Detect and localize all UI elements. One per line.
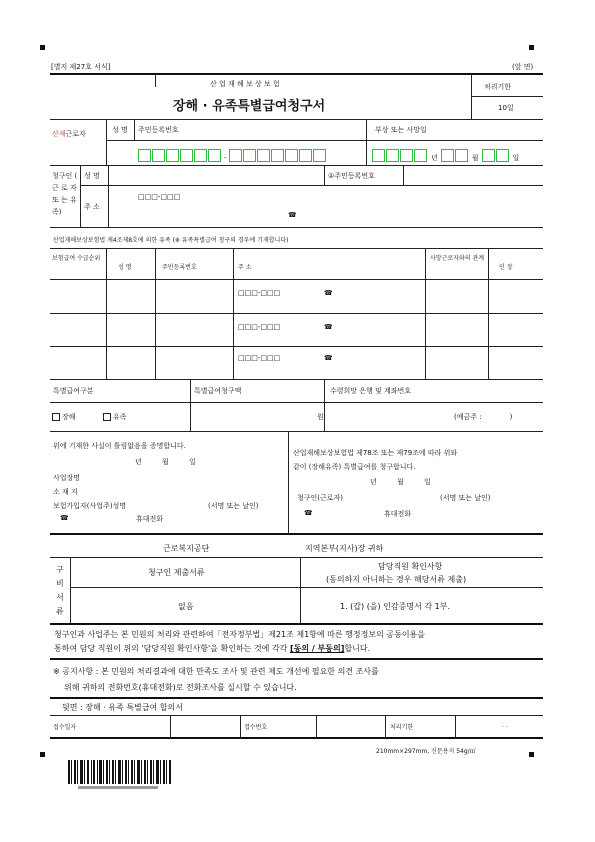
notice-text-1: ※ 공지사항 : 본 민원의 처리결과에 대한 만족도 조사 및 관련 제도 개선에 필요한 의견 조사를 [53,667,379,676]
form-title: 장해 · 유족특별급여청구서 [173,99,326,114]
employer-sign: (서명 또는 날인) [208,502,259,510]
received-no-label: 접수번호 [244,724,268,731]
victim-rrn-label: 주민등록번호 [138,126,179,134]
back-deadline-label: 처리기한 [390,724,414,731]
employer-biz-name: 사업장명 [53,474,81,482]
request-claimant: 청구인(근로자) [297,494,344,502]
crop-mark [529,752,534,757]
crop-mark [40,752,45,757]
request-text-2: 같이 (장해유족) 특별급여를 청구합니다. [293,463,416,471]
claimant-name-label: 성 명 [84,172,100,180]
employer-confirm: 위에 기재한 사실이 틀림없음을 증명합니다. [53,442,186,450]
crop-mark [529,45,534,50]
request-date: 년 월 일 [370,478,431,486]
consent-text-1: 청구인과 사업주는 본 민원의 처리와 관련하여「전자정부법」제21조 제1항에 따른 행정정보의 공동이용을 [54,630,426,639]
col-seal: 인 장 [499,264,513,271]
page-side: (앞 면) [512,63,534,71]
consent-text-2: 통하여 담당 직원이 위의 '담당직원 확인사항'을 확인하는 것에 각각 [동의 / 부동의]합니다. [54,644,371,653]
col-order: 보험급여 수급순위 [52,255,101,262]
injury-date-input[interactable]: 년 월 일 [372,145,522,164]
payment-type-label: 특별급여구분 [53,387,94,395]
row1-phone-icon: ☎ [324,289,333,297]
request-mobile: 휴대전화 [384,510,412,518]
notice-text-2: 위해 귀하의 전화번호(휴대전화)로 전화조사를 실시할 수 있습니다. [64,683,297,692]
claimant-address-label: 주 소 [84,203,100,211]
col-rrn: 주민등록번호 [162,264,197,271]
employer-location: 소 재 지 [53,488,78,496]
account-holder: (예금주 : ) [454,413,513,421]
row2-phone-icon: ☎ [324,323,333,331]
crop-mark [40,45,45,50]
addressee-org: 근로복지공단 [163,544,210,553]
received-date-label: 접수일자 [53,724,77,731]
title-area [50,75,543,119]
row2-postcode[interactable]: □□□-□□□ [238,323,281,331]
payment-amount-label: 특별급여청구액 [194,387,242,395]
request-text-1: 산업재해보상보험법 제78조 또는 제79조에 따라 위와 [293,449,458,457]
barcode-image [68,760,173,792]
deadline-value: 10일 [498,104,514,112]
org-title: 산 업 재 해 보 상 보 험 [210,80,280,88]
col-address: 주 소 [238,264,252,271]
victim-label: 산재근로자 [52,130,86,138]
injury-date-label: 부상 또는 사망일 [375,126,427,134]
victim-name-label: 성 명 [112,126,128,134]
law-note: 산업재해보상보험법 제4조제8호에 의한 유족 (※ 유족특별급여 청구의 경우에 기재합니다) [53,237,289,244]
claimant-docs-label: 청구인 제출서류 [148,568,205,577]
docs-side-label: 구 비 서 류 [56,565,64,616]
won-unit: 원 [317,413,324,421]
victim-rrn-input[interactable]: - [138,145,327,164]
claimant-rrn-label: ①주민등록번호 [328,172,375,180]
request-phone-icon: ☎ [304,509,313,517]
form-number: [별지 제27호 서식] [51,63,111,71]
checkbox-disability[interactable]: 장해 [52,412,76,422]
claimant-docs-value: 없음 [178,602,194,611]
row3-postcode[interactable]: □□□-□□□ [238,354,281,362]
col-relation: 사망근로자와의 관계 [430,255,485,262]
request-sign: (서명 또는 날인) [440,494,491,502]
payment-bank-label: 수령희망 은행 및 계좌번호 [330,387,412,395]
staff-check-sub: (동의하지 아니하는 경우 해당서류 제출) [326,575,467,584]
employer-date: 년 월 일 [135,458,196,466]
employer-insured: 보험가입자(사업주)성명 [53,502,127,510]
row3-phone-icon: ☎ [324,354,333,362]
staff-check-label: 담당직원 확인사항 [378,562,443,571]
deadline-label: 처리기한 [484,83,512,91]
staff-check-value: 1. (갑) (을) 인감증명서 각 1부. [340,602,451,611]
employer-mobile: 휴대전화 [136,515,164,523]
paper-spec: 210mm×297mm, 신문용지 54g/㎡ [376,748,476,755]
claimant-postcode[interactable]: □□□-□□□ [138,193,181,201]
row1-postcode[interactable]: □□□-□□□ [238,289,281,297]
claimant-label: 청구인 ( 근 로 자 또 는 유 족) [52,172,78,216]
phone-icon: ☎ [288,211,297,219]
back-deadline-value: . . [502,722,508,729]
employer-phone-icon: ☎ [60,514,69,522]
checkbox-survivor[interactable]: 유족 [103,412,127,422]
col-name: 성 명 [118,264,132,271]
addressee-branch: 지역본부(지사)장 귀하 [305,544,384,553]
back-title: 뒷면 : 장해 · 유족 특별급여 합의서 [62,703,183,712]
